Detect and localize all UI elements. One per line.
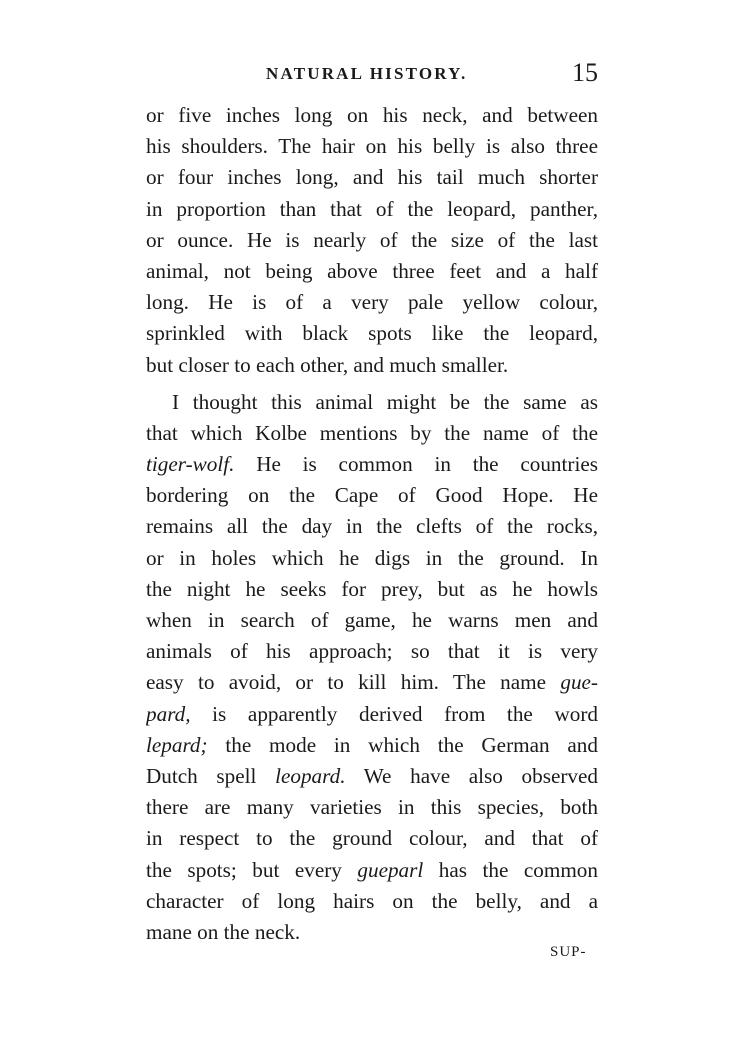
italic-term: lepard;: [146, 732, 208, 757]
text-run: the spots; but every: [146, 857, 358, 882]
text-line: character of long hairs on the belly, and a: [146, 888, 598, 913]
text-line: animal, not being above three feet and a half: [146, 258, 598, 283]
running-head: [148, 60, 598, 92]
text-run: the mode in which the German and: [207, 732, 598, 757]
text-line: in respect to the ground colour, and that of: [146, 826, 598, 851]
text-line: the night he seeks for prey, but as he howls: [146, 576, 598, 601]
text-line: or four inches long, and his tail much shorter: [146, 165, 598, 190]
text-line: remains all the day in the clefts of the rocks,: [146, 514, 598, 539]
text-line: when in search of game, he warns men and: [146, 608, 598, 632]
text-line: mane on the neck.: [146, 919, 301, 944]
paragraph-2: [146, 387, 598, 948]
text-line: or in holes which he digs in the ground. In: [146, 545, 598, 570]
text-line: long. He is of a very pale yellow colour,: [146, 290, 598, 315]
italic-term: gue-: [560, 670, 598, 695]
paragraph-1: [146, 100, 598, 381]
italic-term: gueparl: [357, 857, 424, 882]
text-line: [146, 449, 598, 480]
text-line: sprinkled with black spots like the leopard,: [146, 321, 598, 346]
running-title: NATURAL HISTORY.: [266, 64, 468, 83]
text-line: his shoulders. The hair on his belly is also three: [146, 134, 598, 159]
text-line: [146, 730, 598, 761]
text-line: [146, 667, 598, 698]
text-run: is apparently derived from the word: [190, 701, 598, 726]
text-line: there are many varieties in this species, both: [146, 795, 598, 820]
text-line: in proportion than that of the leopard, panther,: [146, 196, 598, 221]
text-line: that which Kolbe mentions by the name of the: [146, 420, 598, 445]
body-text: [146, 100, 598, 948]
text-line: [146, 699, 598, 730]
text-run: has the common: [423, 857, 598, 882]
text-line: or five inches long on his neck, and between: [146, 103, 598, 127]
text-run: He is common in the countries: [234, 452, 598, 477]
text-line: bordering on the Cape of Good Hope. He: [146, 483, 598, 508]
italic-term: leopard.: [275, 763, 346, 788]
text-line: or ounce. He is nearly of the size of the last: [146, 227, 598, 252]
italic-term: pard,: [146, 701, 191, 726]
text-run: We have also observed: [345, 763, 598, 788]
catchword: SUP-: [550, 944, 587, 960]
text-line: animals of his approach; so that it is very: [146, 639, 598, 664]
italic-term: tiger-wolf.: [146, 452, 235, 477]
text-line: [146, 855, 598, 886]
text-run: Dutch spell: [146, 763, 276, 788]
text-line: [146, 761, 598, 792]
page-number: 15: [572, 58, 598, 87]
text-line: but closer to each other, and much smaller.: [146, 352, 509, 377]
text-run: easy to avoid, or to kill him. The name: [146, 670, 561, 695]
text-line: I thought this animal might be the same as: [172, 389, 598, 414]
